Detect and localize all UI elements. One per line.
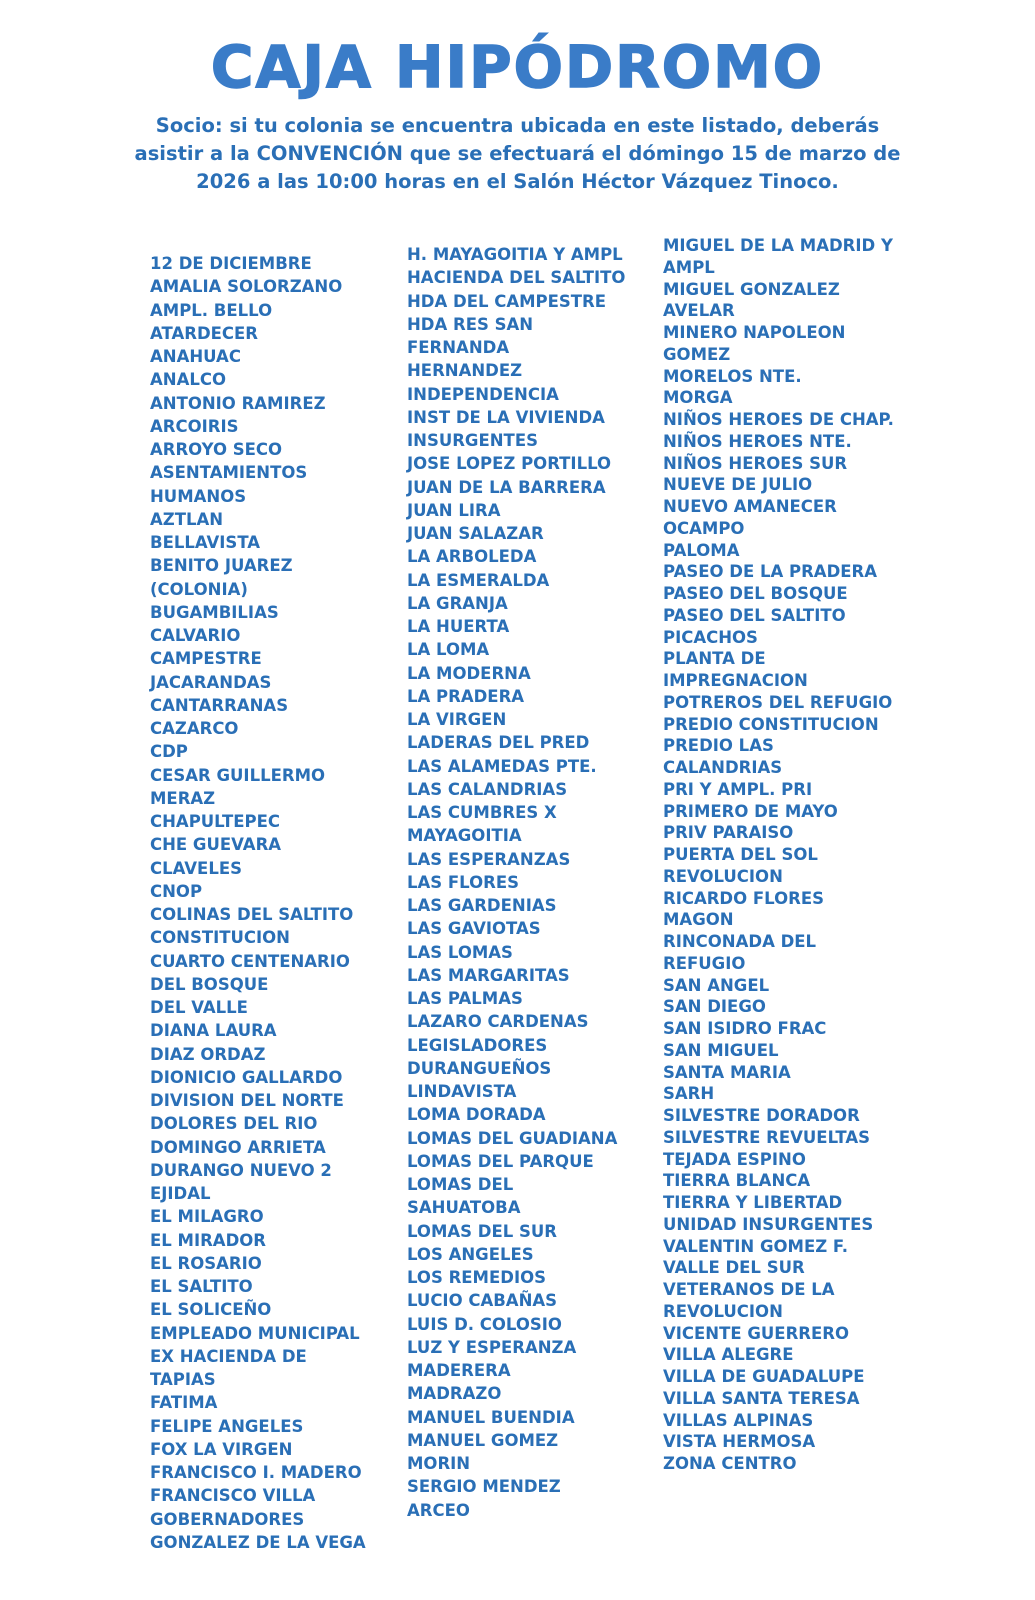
colonia-item: LUIS D. COLOSIO	[407, 1314, 562, 1334]
colonia-item: FATIMA	[150, 1393, 218, 1413]
colonia-item: CANTARRANAS	[150, 695, 289, 715]
colonia-item: ANALCO	[150, 370, 226, 390]
colonia-item: CALANDRIAS	[663, 758, 783, 777]
colonia-item: PREDIO CONSTITUCION	[663, 714, 879, 734]
colonia-item: HDA RES SAN	[407, 314, 534, 334]
colonia-item: PRIV PARAISO	[663, 823, 794, 843]
colonia-item: SAN ANGEL	[663, 975, 770, 995]
colonia-item: LAS GARDENIAS	[407, 896, 557, 915]
colonia-item: LINDAVISTA	[407, 1082, 517, 1101]
colonia-item: NIÑOS HEROES SUR	[663, 453, 848, 473]
colonia-item: HUMANOS	[150, 486, 247, 506]
colonia-item: GOMEZ	[663, 344, 731, 364]
colonia-item: LAS ESPERANZAS	[407, 849, 571, 869]
colonia-item: ANTONIO RAMIREZ	[150, 393, 326, 413]
colonia-item: MAGON	[663, 910, 734, 930]
colonia-item: RINCONADA DEL	[663, 932, 817, 951]
colonia-item: NUEVO AMANECER	[663, 497, 837, 516]
colonia-item: EL SOLICEÑO	[150, 1300, 272, 1320]
colonia-item: LAS GAVIOTAS	[407, 919, 541, 939]
colonia-item: VALLE DEL SUR	[663, 1258, 805, 1278]
colonia-item: CHAPULTEPEC	[150, 812, 280, 831]
colonia-item: CNOP	[150, 881, 203, 901]
colonia-item: SAHUATOBA	[407, 1198, 521, 1218]
colonia-item: IMPREGNACION	[663, 671, 808, 690]
colonia-item: LUCIO CABAÑAS	[407, 1291, 558, 1311]
colonia-item: LAS ALAMEDAS PTE.	[407, 756, 597, 776]
colonia-item: BUGAMBILIAS	[150, 602, 279, 622]
colonia-item: EX HACIENDA DE	[150, 1346, 307, 1366]
colonia-item: ARCEO	[407, 1500, 470, 1520]
colonia-item: TEJADA ESPINO	[663, 1149, 806, 1169]
colonia-item: (COLONIA)	[150, 579, 248, 599]
colonia-item: CONSTITUCION	[150, 928, 290, 948]
colonia-item: LA MODERNA	[407, 663, 531, 683]
colonia-item: SERGIO MENDEZ	[407, 1477, 561, 1497]
colonia-item: HACIENDA DEL SALTITO	[407, 268, 626, 288]
colonia-item: BENITO JUAREZ	[150, 556, 293, 576]
colonia-item: POTREROS DEL REFUGIO	[663, 692, 893, 712]
colonia-item: JOSE LOPEZ PORTILLO	[407, 454, 612, 474]
colonia-item: LAZARO CARDENAS	[407, 1012, 589, 1032]
colonia-item: MANUEL BUENDIA	[407, 1407, 575, 1427]
colonia-item: GOBERNADORES	[150, 1509, 305, 1529]
colonia-item: EL MILAGRO	[150, 1207, 264, 1227]
colonia-item: DEL VALLE	[150, 998, 248, 1017]
colonia-item: MIGUEL GONZALEZ	[663, 279, 840, 299]
colonia-item: CDP	[150, 742, 188, 762]
colonia-item: UNIDAD INSURGENTES	[663, 1214, 874, 1234]
colonia-item: MORIN	[407, 1454, 471, 1473]
colonia-item: LA GRANJA	[407, 593, 508, 613]
colonia-item: JUAN SALAZAR	[407, 524, 544, 543]
colonia-item: JUAN LIRA	[407, 500, 501, 520]
colonia-item: ARROYO SECO	[150, 440, 283, 459]
colonia-item: DIONICIO GALLARDO	[150, 1067, 343, 1087]
colonia-item: LA LOMA	[407, 640, 490, 660]
colonia-item: REVOLUCION	[663, 1301, 783, 1321]
colonia-item: AVELAR	[663, 301, 735, 321]
colonia-item: EMPLEADO MUNICIPAL	[150, 1323, 360, 1343]
colonia-item: VILLAS ALPINAS	[663, 1410, 814, 1430]
colonia-item: DIAZ ORDAZ	[150, 1044, 266, 1064]
colonia-item: MAYAGOITIA	[407, 826, 522, 846]
colonia-item: H. MAYAGOITIA Y AMPL	[407, 245, 623, 264]
colonia-item: HERNANDEZ	[407, 361, 523, 381]
colonia-item: MINERO NAPOLEON	[663, 323, 846, 342]
colonia-item: LA VIRGEN	[407, 710, 507, 729]
colonia-item: PLANTA DE	[663, 649, 766, 669]
colonia-item: SAN ISIDRO FRAC	[663, 1019, 827, 1038]
colonia-item: SARH	[663, 1084, 715, 1104]
colonia-item: LUZ Y ESPERANZA	[407, 1337, 577, 1357]
notice-emphasis: CONVENCIÓN	[256, 142, 403, 165]
colonia-item: LA ARBOLEDA	[407, 547, 537, 567]
colonia-item: LA HUERTA	[407, 617, 510, 636]
colonia-item: PRI Y AMPL. PRI	[663, 779, 813, 799]
colonia-item: PUERTA DEL SOL	[663, 845, 818, 864]
colonia-item: ARCOIRIS	[150, 416, 239, 436]
colonia-item: LAS PALMAS	[407, 989, 523, 1008]
colonia-item: ASENTAMIENTOS	[150, 463, 308, 483]
colonia-item: LOMAS DEL SUR	[407, 1221, 557, 1241]
colonia-item: SAN DIEGO	[663, 997, 766, 1017]
notice-text-part1: Socio: si tu colonia se encuentra ubicada en este listado, deberás asistir a la	[134, 114, 880, 165]
colonia-item: VILLA ALEGRE	[663, 1345, 794, 1365]
colonia-item: DURANGUEÑOS	[407, 1058, 552, 1078]
colonia-item: FOX LA VIRGEN	[150, 1439, 293, 1459]
colonia-item: SILVESTRE DORADOR	[663, 1106, 860, 1125]
colonia-item: NIÑOS HEROES NTE.	[663, 431, 852, 451]
colonia-item: OCAMPO	[663, 518, 745, 538]
colonia-item: PASEO DEL BOSQUE	[663, 584, 848, 603]
colonia-item: JUAN DE LA BARRERA	[407, 477, 606, 497]
colonia-item: MORGA	[663, 388, 733, 408]
colonia-item: PASEO DE LA PRADERA	[663, 562, 878, 582]
colonia-item: ANAHUAC	[150, 347, 241, 366]
colonia-item: LOMAS DEL GUADIANA	[407, 1128, 618, 1148]
colonia-item: CESAR GUILLERMO	[150, 765, 326, 785]
colonia-item: NIÑOS HEROES DE CHAP.	[663, 410, 894, 429]
colonia-item: HDA DEL CAMPESTRE	[407, 291, 607, 311]
colonia-item: SAN MIGUEL	[663, 1040, 779, 1060]
colonia-item: DURANGO NUEVO 2	[150, 1160, 332, 1180]
colonia-item: FERNANDA	[407, 338, 510, 357]
colonia-item: PREDIO LAS	[663, 736, 774, 756]
colonia-item: INST DE LA VIVIENDA	[407, 407, 605, 427]
colonia-item: VILLA DE GUADALUPE	[663, 1367, 865, 1386]
colonia-item: CHE GUEVARA	[150, 835, 282, 855]
colonia-item: VISTA HERMOSA	[663, 1432, 816, 1452]
colonia-item: FRANCISCO I. MADERO	[150, 1463, 362, 1482]
colonia-item: MADERERA	[407, 1361, 511, 1380]
page-title: CAJA HIPÓDROMO	[210, 33, 825, 101]
colonia-item: INDEPENDENCIA	[407, 384, 559, 404]
colonia-item: LADERAS DEL PRED	[407, 733, 590, 753]
colonia-item: EL MIRADOR	[150, 1230, 266, 1250]
colonia-item: CUARTO CENTENARIO	[150, 951, 350, 971]
colonia-item: LAS LOMAS	[407, 942, 513, 962]
colonia-item: FRANCISCO VILLA	[150, 1486, 316, 1506]
colonia-item: EL ROSARIO	[150, 1253, 262, 1273]
colonia-item: 12 DE DICIEMBRE	[150, 254, 312, 273]
colonia-item: AZTLAN	[150, 509, 224, 529]
colonia-item: FELIPE ANGELES	[150, 1416, 304, 1436]
colonia-item: LA PRADERA	[407, 686, 525, 706]
colonia-item: DIVISION DEL NORTE	[150, 1091, 344, 1110]
colonia-item: DEL BOSQUE	[150, 974, 269, 994]
colonia-item: AMALIA SOLORZANO	[150, 277, 343, 297]
colonia-item: LAS CALANDRIAS	[407, 779, 568, 799]
colonia-item: PRIMERO DE MAYO	[663, 801, 838, 821]
colonia-item: CALVARIO	[150, 626, 241, 645]
colonia-item: COLINAS DEL SALTITO	[150, 905, 354, 924]
colonia-item: ZONA CENTRO	[663, 1454, 797, 1473]
colonia-item: NUEVE DE JULIO	[663, 475, 813, 495]
colonia-item: CLAVELES	[150, 858, 242, 878]
colonia-item: LA ESMERALDA	[407, 570, 550, 590]
colonia-item: EJIDAL	[150, 1184, 211, 1203]
colonia-item: SANTA MARIA	[663, 1062, 791, 1082]
colonia-item: JACARANDAS	[150, 672, 272, 692]
colonia-item: AMPL. BELLO	[150, 300, 273, 320]
colonia-item: LOS REMEDIOS	[407, 1268, 546, 1287]
colonia-item: LAS FLORES	[407, 872, 519, 892]
colonias-list-column-3	[663, 235, 894, 1475]
colonia-item: PASEO DEL SALTITO	[663, 605, 846, 625]
colonia-item: LAS CUMBRES X	[407, 803, 557, 822]
colonia-item: DOLORES DEL RIO	[150, 1114, 318, 1134]
colonia-item: REFUGIO	[663, 953, 746, 973]
colonia-item: PALOMA	[663, 540, 740, 560]
colonia-item: EL SALTITO	[150, 1277, 253, 1296]
colonia-item: MANUEL GOMEZ	[407, 1430, 559, 1450]
colonia-item: LOS ANGELES	[407, 1244, 534, 1264]
colonia-item: LOMAS DEL PARQUE	[407, 1151, 594, 1171]
colonia-item: CAZARCO	[150, 719, 239, 738]
colonia-item: VICENTE GUERRERO	[663, 1323, 849, 1343]
convention-notice	[120, 112, 915, 196]
colonia-item: PICACHOS	[663, 627, 758, 647]
colonia-item: ATARDECER	[150, 323, 258, 343]
colonia-item: LAS MARGARITAS	[407, 965, 570, 985]
notice-text-part2: que se efectuará el dómingo 15 de marzo de 2026 a las 10:00 horas en el Salón Héctor Vázquez Tinoco.	[196, 142, 901, 193]
colonia-item: LOMAS DEL	[407, 1175, 514, 1194]
colonia-item: LOMA DORADA	[407, 1105, 546, 1125]
colonia-item: BELLAVISTA	[150, 533, 261, 552]
colonia-item: CAMPESTRE	[150, 649, 262, 669]
colonia-item: DOMINGO ARRIETA	[150, 1137, 326, 1157]
colonia-item: RICARDO FLORES	[663, 888, 824, 908]
colonia-item: MIGUEL DE LA MADRID Y	[663, 236, 893, 255]
colonia-item: LEGISLADORES	[407, 1035, 548, 1055]
colonia-item: MERAZ	[150, 788, 216, 808]
colonia-item: SILVESTRE REVUELTAS	[663, 1127, 870, 1147]
colonia-item: REVOLUCION	[663, 866, 783, 886]
colonia-item: VILLA SANTA TERESA	[663, 1388, 860, 1408]
colonia-item: MORELOS NTE.	[663, 366, 802, 386]
colonia-item: DIANA LAURA	[150, 1021, 277, 1041]
colonia-item: VALENTIN GOMEZ F.	[663, 1236, 849, 1256]
colonia-item: TIERRA Y LIBERTAD	[663, 1193, 843, 1212]
colonia-item: INSURGENTES	[407, 431, 538, 450]
colonia-item: VETERANOS DE LA	[663, 1280, 835, 1299]
colonia-item: MADRAZO	[407, 1384, 502, 1404]
colonias-list-column-2	[407, 243, 625, 1522]
colonia-item: TIERRA BLANCA	[663, 1171, 811, 1191]
colonia-item: GONZALEZ DE LA VEGA	[150, 1532, 366, 1552]
colonia-item: TAPIAS	[150, 1370, 216, 1389]
colonia-item: AMPL	[663, 257, 715, 277]
colonias-list-column-1	[150, 252, 366, 1554]
